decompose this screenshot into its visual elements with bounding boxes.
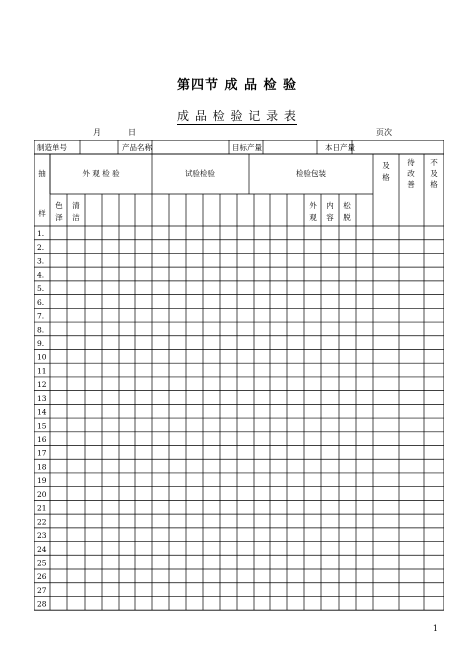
- row-number-28: 28: [37, 599, 47, 609]
- row-number-6: 6.: [37, 297, 45, 307]
- appearance-header: 外 观 检 验: [82, 169, 120, 178]
- outer-subheader-1: 观: [309, 213, 317, 222]
- clean-subheader-0: 清: [72, 201, 80, 210]
- row-number-13: 13: [37, 393, 47, 403]
- fail-header-1: 及: [430, 169, 438, 178]
- table-grid: [34, 140, 444, 612]
- sample-header-top: 抽: [38, 169, 46, 178]
- pass-header-1: 格: [382, 173, 390, 182]
- row-number-7: 7.: [37, 311, 45, 321]
- row-number-12: 12: [37, 380, 47, 390]
- trial-header: 试验检验: [185, 169, 215, 178]
- day-label: 日: [128, 128, 136, 137]
- pending-header-2: 善: [407, 180, 415, 189]
- order-no-label: 制造单号: [37, 143, 67, 152]
- row-number-8: 8.: [37, 325, 45, 335]
- packaging-header: 检验包装: [296, 169, 326, 178]
- row-number-22: 22: [37, 517, 47, 527]
- pending-header-0: 待: [407, 158, 415, 167]
- row-number-27: 27: [37, 585, 47, 595]
- section-title: 第四节 成 品 检 验: [176, 78, 298, 93]
- target-qty-label: 目标产量: [232, 143, 262, 152]
- page-count-label: 页次: [376, 128, 392, 137]
- row-number-4: 4.: [37, 270, 45, 280]
- month-label: 月: [93, 128, 101, 137]
- today-qty-label: 本日产量: [325, 143, 355, 152]
- row-number-23: 23: [37, 531, 47, 541]
- loose-subheader-1: 脱: [343, 213, 351, 222]
- row-number-20: 20: [37, 489, 47, 499]
- row-number-11: 11: [37, 366, 47, 376]
- row-number-16: 16: [37, 435, 47, 445]
- sample-header-bottom: 样: [38, 209, 46, 218]
- fail-header-0: 不: [430, 158, 438, 167]
- color-subheader-0: 色: [55, 201, 63, 210]
- table-title-text: 成 品 检 验 记 录 表: [177, 109, 297, 123]
- inspection-record-table: [34, 140, 444, 612]
- row-number-18: 18: [37, 462, 47, 472]
- outer-subheader-0: 外: [309, 201, 317, 210]
- row-number-5: 5.: [37, 284, 45, 294]
- row-number-1: 1.: [37, 229, 45, 239]
- clean-subheader-1: 洁: [72, 213, 80, 222]
- row-number-24: 24: [37, 544, 47, 554]
- color-subheader-1: 泽: [55, 213, 63, 222]
- row-number-14: 14: [37, 407, 47, 417]
- page-number: 1: [432, 624, 438, 633]
- product-name-label: 产品名称: [122, 143, 152, 152]
- loose-subheader-0: 松: [343, 201, 351, 210]
- pending-header-1: 改: [407, 169, 415, 178]
- row-number-9: 9.: [37, 338, 45, 348]
- row-number-26: 26: [37, 572, 47, 582]
- row-number-10: 10: [37, 352, 47, 362]
- row-number-3: 3.: [37, 256, 45, 266]
- pass-header-0: 及: [382, 161, 390, 170]
- row-number-25: 25: [37, 558, 47, 568]
- row-number-2: 2.: [37, 242, 45, 252]
- row-number-15: 15: [37, 421, 47, 431]
- content-subheader-1: 容: [326, 213, 334, 222]
- row-number-17: 17: [37, 448, 47, 458]
- fail-header-2: 格: [430, 180, 438, 189]
- row-number-19: 19: [37, 476, 47, 486]
- row-number-21: 21: [37, 503, 47, 513]
- table-title: [0, 107, 474, 124]
- content-subheader-0: 内: [326, 201, 334, 210]
